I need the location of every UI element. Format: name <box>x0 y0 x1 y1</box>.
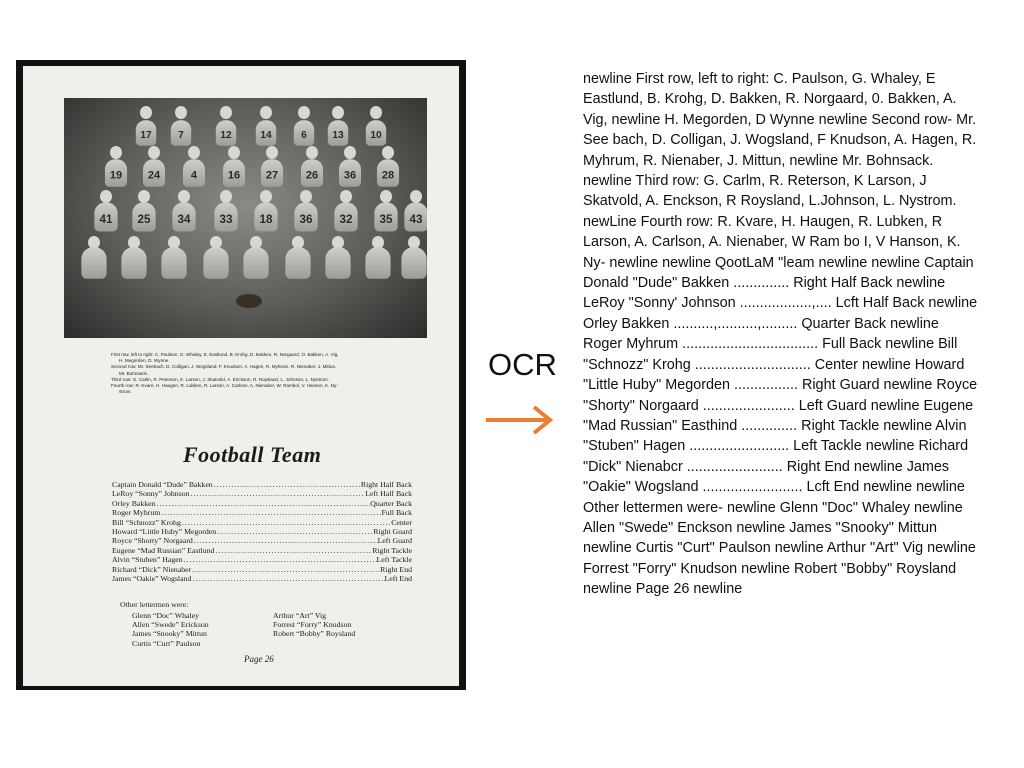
player-figure: 26 <box>301 159 323 187</box>
team-photo <box>64 98 427 338</box>
caption-line: H. Megorden, D. Wynne. <box>119 358 170 364</box>
player-figure: 28 <box>377 159 399 187</box>
player-figure: 27 <box>261 159 283 187</box>
roster-row <box>112 546 412 555</box>
player-figure: 14 <box>256 120 276 146</box>
player-figure <box>243 247 268 279</box>
player-head <box>188 146 200 159</box>
player-position: Quarter Back <box>370 498 412 508</box>
page-number: Page 26 <box>244 654 274 664</box>
player-head <box>110 146 122 159</box>
player-figure <box>203 247 228 279</box>
roster-row <box>112 499 412 508</box>
caption-line: Second row: Mr. Seebach, D. Colligan, J. Wogsland, F. Knudson, A. Hagen, R. Myhrum, R. Nienaber, J. Mittun, <box>111 364 337 370</box>
player-figure <box>285 247 310 279</box>
ocr-output-text: newline First row, left to right: C. Paulson, G. Whaley, E Eastlund, B. Krohg, D. Bakken, R. Norgaard, 0. Bakken, A. Vig, newline H. Megorden, D Wynne newline Second row- Mr. See bach, D. Colligan, J. Wogsland, F Knudson, A. Hagen, R. Myhrum, R. Nienaber, J. Mittun, newline Mr. Bohnsack. newline Third row: G. Carlm, R. Reterson, K Larson, J Skatvold, A. Enckson, R Roysland, L.Johnson, L. Nystrom. newLine Fourth row: R. Kvare, H. Haugen, R. Lubken, R Larson, A. Carlson, A. Nienaber, W Ram bo I, V Hanson, K. Ny- newline newline QootLaM "leam newline newline Captain Donald "Dude" Bakken .............. Right Half Back newline LeRoy "Sonny' Johnson ..................,.... Lcft Half Back newline Orley Bakken ..........,..........,......... Quarter Back newline Roger Myhrum .................................. Full Back newline Bill "Schnozz" Krohg ............................. Center newline Howard "Little Huby" Megorden ................ Right Guard newline Royce "Shorty" Norgaard ....................... Left Guard newline Eugene "Mad Russian" Easthind .............. Right Tackle newline Alvin "Stuben" Hagen ......................... Left Tackle newline Richard "Dick" Nienabcr ........................ Right End newline James "Oakie" Wogsland ......................... Lcft End newline newline Other lettermen were- newline Glenn "Doc" Whaley newline Allen "Swede" Enckson newline James "Snooky" Mittun newline Curtis "Curt" Paulson newline Arthur "Art" Vig newline Forrest "Forry" Knudson newline Robert "Bobby" Roysland newline Page 26 newline <box>583 71 978 598</box>
caption-line: Mr. Bohnsack. <box>119 370 149 376</box>
player-figure <box>161 247 186 279</box>
player-head <box>100 190 112 203</box>
player-name: Richard “Dick” Nienaber <box>112 564 192 574</box>
player-name: James “Oakie” Wogsland <box>112 574 192 584</box>
player-head <box>220 190 232 203</box>
player-head <box>340 190 352 203</box>
player-figure: 10 <box>366 120 386 146</box>
letterman-name: Robert “Bobby” Roysland <box>273 629 356 639</box>
player-figure <box>121 247 146 279</box>
letterman-name: Glenn “Doc” Whaley <box>132 611 199 620</box>
player-figure: 33 <box>214 202 237 231</box>
player-figure: 19 <box>105 159 127 187</box>
other-lettermen-right <box>273 611 355 639</box>
player-head <box>178 190 190 203</box>
caption-line: Fourth row: R. Kvare, H. Haugen, R. Lubken, R. Larson, A. Carlson, A. Nienaber, W. Rambol, V. Hanson, K. Ny- <box>111 383 338 389</box>
player-figure <box>401 247 426 279</box>
player-name: Eugene “Mad Russian” Eastlund <box>112 545 215 555</box>
player-name: LeRoy “Sonny” Johnson <box>112 489 190 499</box>
player-figure: 36 <box>294 202 317 231</box>
player-figure: 18 <box>254 202 277 231</box>
player-figure <box>365 247 390 279</box>
letterman-name: Curtis “Curt” Paulson <box>132 638 201 648</box>
roster-row <box>112 508 412 517</box>
player-position: Left Tackle <box>376 555 412 565</box>
football <box>236 294 262 308</box>
player-head <box>266 146 278 159</box>
player-head <box>228 146 240 159</box>
player-head <box>300 190 312 203</box>
other-lettermen-heading: Other lettermen were: <box>120 600 189 609</box>
player-head <box>138 190 150 203</box>
player-figure: 4 <box>183 159 205 187</box>
player-name: Bill “Schnozz” Krohg <box>112 517 181 527</box>
player-head <box>140 106 152 119</box>
player-name: Howard “Little Huby” Megorden <box>112 527 217 537</box>
roster-row <box>112 489 412 498</box>
player-head <box>220 106 232 119</box>
player-head <box>332 106 344 119</box>
caption-line: strom. <box>119 389 132 395</box>
player-head <box>410 190 422 203</box>
player-name: Alvin “Stuben” Hagen <box>112 555 183 565</box>
player-head <box>298 106 310 119</box>
player-figure: 43 <box>404 202 427 231</box>
player-figure <box>325 247 350 279</box>
letterman-name: Forrest “Forry” Knudson <box>273 620 352 630</box>
roster-row <box>112 565 412 574</box>
roster-row <box>112 536 412 545</box>
caption-line: Third row: G. Carlin, R. Peterson, K. Larson, J. Skatvold, A. Erickson, R. Roysland, L. Johnson, L. Nystrom. <box>111 376 330 382</box>
player-head <box>306 146 318 159</box>
roster-row <box>112 574 412 583</box>
letterman-name: Arthur “Art” Vig <box>273 611 327 620</box>
yearbook-page <box>23 66 459 686</box>
player-position: Right Tackle <box>372 545 412 555</box>
page-title: Football Team <box>183 442 322 467</box>
scanned-page <box>16 60 466 690</box>
player-figure: 34 <box>172 202 195 231</box>
roster-list <box>112 480 412 583</box>
player-name: Orley Bakken <box>112 498 156 508</box>
player-head <box>148 146 160 159</box>
player-position: Center <box>391 517 412 527</box>
player-head <box>380 190 392 203</box>
player-position: Left End <box>384 574 412 584</box>
player-position: Left Half Back <box>365 489 412 499</box>
player-name: Roger Myhrum <box>112 508 161 518</box>
player-head <box>260 190 272 203</box>
roster-row <box>112 518 412 527</box>
player-name: Royce “Shorty” Norgaard <box>112 536 193 546</box>
player-position: Right End <box>380 564 412 574</box>
player-figure: 24 <box>143 159 165 187</box>
player-figure: 35 <box>374 202 397 231</box>
player-head <box>344 146 356 159</box>
player-head <box>370 106 382 119</box>
other-lettermen-left <box>132 611 209 648</box>
player-head <box>260 106 272 119</box>
roster-row <box>112 555 412 564</box>
arrow-right-icon <box>484 402 556 438</box>
player-head <box>175 106 187 119</box>
player-figure: 25 <box>132 202 155 231</box>
letterman-name: James “Snooky” Mittun <box>132 629 207 639</box>
roster-row <box>112 527 412 536</box>
letterman-name: Allen “Swede” Erickson <box>132 620 209 630</box>
player-position: Right Half Back <box>360 480 412 489</box>
player-figure: 17 <box>136 120 156 146</box>
player-figure: 6 <box>294 120 314 146</box>
player-position: Left Guard <box>377 536 412 546</box>
caption-line: First row, left to right: C. Paulson, G. Whaley, E. Eastlund, B. Krohg, D. Bakken, R. Norgaard, O. Bakken, A. Vig, <box>111 352 339 357</box>
photo-caption <box>111 352 411 395</box>
player-figure: 12 <box>216 120 236 146</box>
player-name: Captain Donald “Dude” Bakken <box>112 480 213 489</box>
player-figure: 36 <box>339 159 361 187</box>
player-figure: 7 <box>171 120 191 146</box>
player-position: Full Back <box>381 508 412 518</box>
player-figure: 16 <box>223 159 245 187</box>
player-head <box>382 146 394 159</box>
player-figure: 13 <box>328 120 348 146</box>
roster-row <box>112 480 412 489</box>
player-figure <box>81 247 106 279</box>
player-figure: 41 <box>94 202 117 231</box>
ocr-label: OCR <box>488 347 557 382</box>
player-figure: 32 <box>334 202 357 231</box>
player-position: Right Guard <box>373 527 412 537</box>
